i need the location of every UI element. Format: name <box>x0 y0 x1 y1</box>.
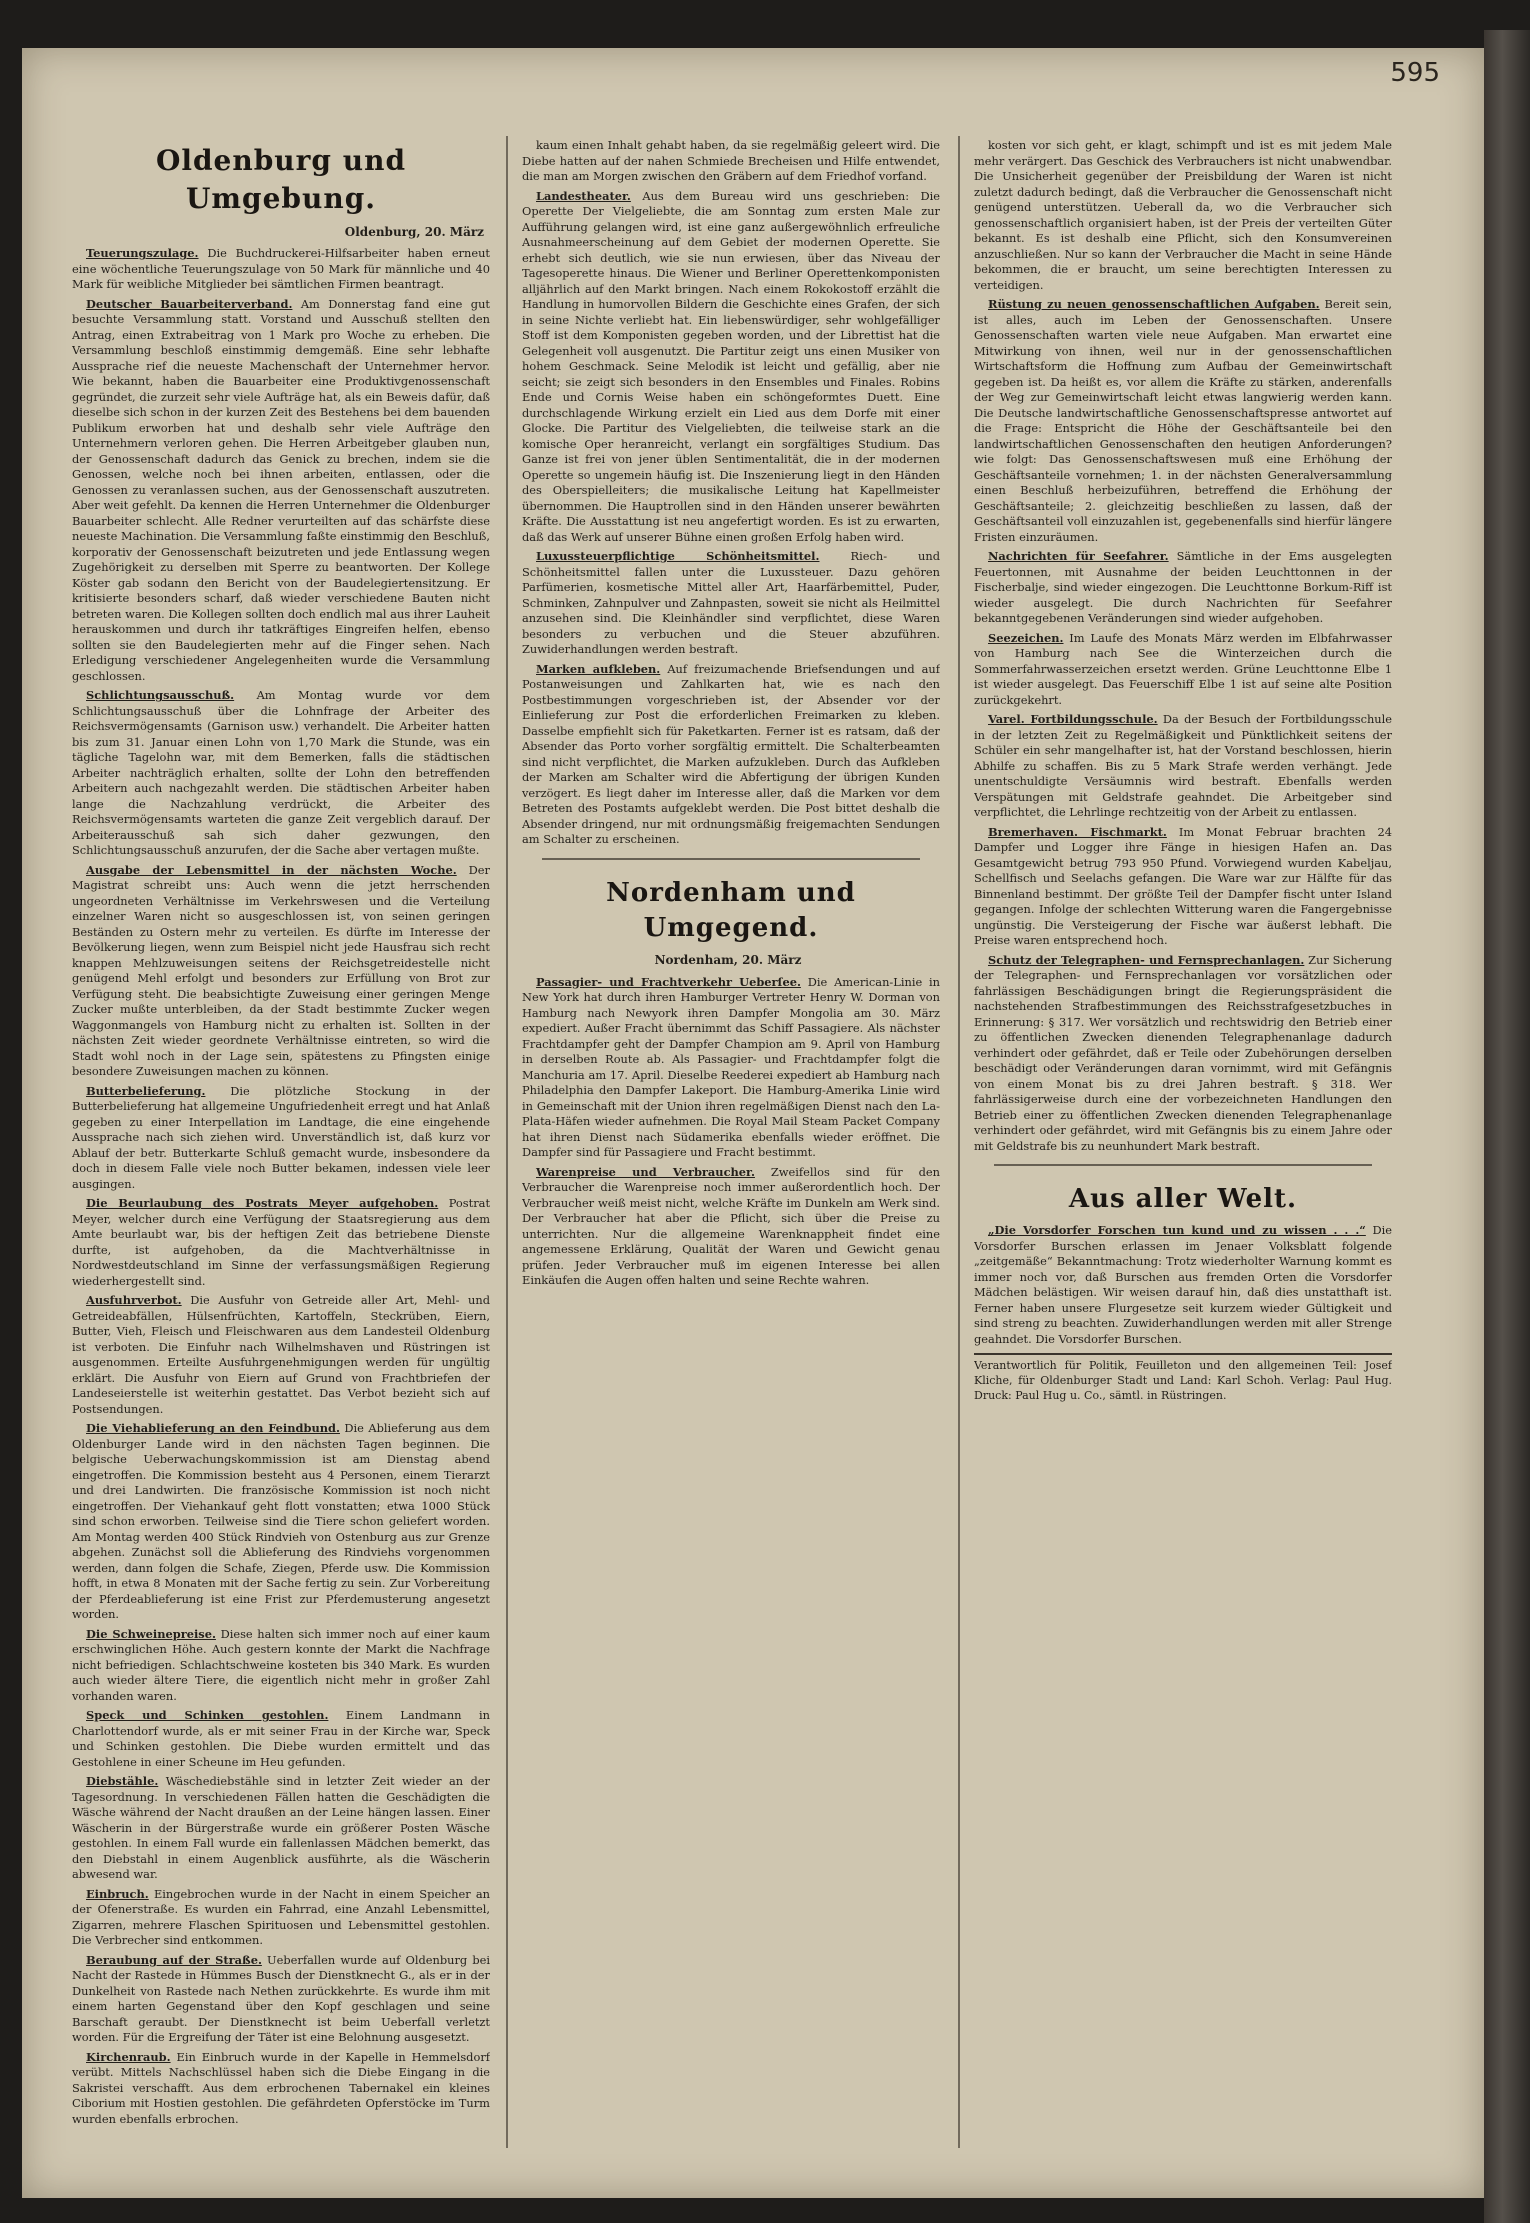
article-lead: Rüstung zu neuen genossenschaftlichen Aufgaben. <box>988 297 1320 311</box>
article-lead: Kirchenraub. <box>86 2049 171 2064</box>
column-rule <box>506 136 508 2148</box>
article-lead: Schutz der Telegraphen- und Fernsprechanlagen. <box>988 952 1305 967</box>
section-headline: Oldenburg und Umgebung. <box>155 144 407 216</box>
article-text: Die plötzliche Stockung in der Butterbelieferung hat allgemeine Ungufriedenheit erregt und hat Anlaß gegeben zu einer Interpellation im Landtage, die eine eingehende Aussprache nach sich ziehen wird. Unverständlich ist, daß kurz vor Ablauf der betr. Butterkarte Schluß gemacht wurde, insbesondere da doch in diesem Falle viele noch Butter bekamen, indessen viele leer ausgingen. <box>72 1083 490 1191</box>
article-paragraph <box>72 1421 490 1623</box>
article-text: Riech- und Schönheitsmittel fallen unter die Luxussteuer. Dazu gehören Parfümerien, kosmetische Mittel aller Art, Haarfärbemittel, Puder, Schminken, Zahnpulver und Zahnpasten, soweit sie nicht als Heilmittel anzusehen sind. Die Kleinhändler sind verpflichtet, diese Waren besonders zu verbuchen und die Steuer abzuführen. Zuwiderhandlungen werden bestraft. <box>522 549 940 656</box>
article-lead: Einbruch. <box>86 1886 149 1901</box>
article-paragraph <box>974 297 1392 545</box>
section-headline: Nordenham und Umgegend. <box>606 877 856 943</box>
column-1-body <box>72 246 490 2127</box>
article-paragraph <box>974 549 1392 627</box>
article-paragraph <box>522 138 940 185</box>
article-lead: Varel. Fortbildungsschule. <box>988 712 1158 726</box>
article-paragraph <box>72 1084 490 1193</box>
dateline: Nordenham, 20. März <box>654 953 802 968</box>
article-text: kaum einen Inhalt gehabt haben, da sie regelmäßig geleert wird. Die Diebe hatten auf der nahen Schmiede Brecheisen und Hilfe entwendet, die man am Morgen zwischen den Gräbern auf dem Friedhof vorfand. <box>522 138 940 183</box>
dateline: Oldenburg, 20. März <box>344 225 484 240</box>
article-text: Diese halten sich immer noch auf einer kaum erschwinglichen Höhe. Auch gestern konnte der Markt die Nachfrage nicht befriedigen. Schlachtschweine kosteten bis 340 Mark. Es wurden auch wieder ältere Tiere, die eigentlich nicht mehr in großer Zahl vorhanden waren. <box>72 1626 490 1703</box>
article-text: kosten vor sich geht, er klagt, schimpft und ist es mit jedem Male mehr verärgert. Das Geschick des Verbrauchers ist nicht unabwendbar. Die Unsicherheit gegenüber der Preisbildung der Waren ist nicht zuletzt dadurch bedingt, daß die Verbraucher die Genossenschaft nicht genügend unterstützen. Ueberall da, wo die Verbraucher sich genossenschaftlich organisiert haben, ist der Preis der verteilten Güter bekannt. Es ist deshalb eine Pflicht, sich den Konsumvereinen anzuschließen. Nur so kann der Verbraucher die Macht in seine Hände bekommen, die er braucht, um seine berechtigten Interessen zu verteidigen. <box>974 138 1392 292</box>
article-text: Am Donnerstag fand eine gut besuchte Versammlung statt. Vorstand und Ausschuß stellten den Antrag, einen Extrabeitrag von 1 Mark pro Woche zu erheben. Die Versammlung beschloß einstimmig demgemäß. Eine sehr lebhafte Aussprache rief die neueste Machenschaft der Unternehmer hervor. Wie bekannt, haben die Bauarbeiter eine Produktivgenossenschaft gegründet, die zurzeit sehr viele Aufträge hat, als ein Beweis dafür, daß dieselbe sich schon in der kurzen Zeit des Bestehens bei dem bauenden Publikum erworben hat und deshalb sehr viele Aufträge den Unternehmern verloren gehen. Die Herren Arbeitgeber glauben nun, der Genossenschaft dadurch das Genick zu brechen, indem sie die Genossen, welche noch bei ihnen arbeiten, entlassen, oder die Genossen zu veranlassen suchen, aus der Genossenschaft auszutreten. Aber weit gefehlt. Da kennen die Herren Unternehmer die Oldenburger Bauarbeiter schlecht. Alle Redner verurteilten auf das schärfste diese neueste Machination. Die Versammlung faßte einstimmig den Beschluß, korporativ der Genossenschaft beizutreten und jede Entlassung wegen Zugehörigkeit zu derselben mit Sperre zu beantworten. Der Kollege Köster gab sodann den Bericht von der Baudelegiertensitzung. Er kritisierte besonders scharf, daß wieder verschiedene Bauten nicht betreten waren. Die Kollegen sollten doch endlich mal aus ihrer Lauheit herauskommen und durch ihr tatkräftiges Eingreifen helfen, ebenso sollten sie den Baudelegierten mehr auf die Finger sehen. Nach Erledigung verschiedener Angelegenheiten wurde die Versammlung geschlossen. <box>72 296 490 683</box>
article-text: Da der Besuch der Fortbildungsschule in der letzten Zeit zu Regelmäßigkeit und Pünktlichkeit seitens der Schüler ein sehr mangelhafter ist, hat der Vorstand beschlossen, hierin Abhilfe zu schaffen. Bis zu 5 Mark Strafe werden verhängt. Jede unentschuldigte Versäumnis wird bestraft. Ebenfalls werden Verspätungen mit Geldstrafe geahndet. Die Arbeitgeber sind verpflichtet, die Lehrlinge rechtzeitig von der Arbeit zu entlassen. <box>974 712 1392 819</box>
article-lead: Die Beurlaubung des Postrats Meyer aufgehoben. <box>86 1196 439 1211</box>
article-paragraph <box>974 825 1392 949</box>
article-text: Die Ablieferung aus dem Oldenburger Lande wird in den nächsten Tagen beginnen. Die belgische Ueberwachungskommission ist am Dienstag abend eingetroffen. Die Kommission besteht aus 4 Personen, einem Tierarzt und drei Landwirten. Die französische Kommission ist noch nicht eingetroffen. Der Viehankauf geht flott vonstatten; etwa 1000 Stück sind schon erworben. Teilweise sind die Tiere schon geliefert worden. Am Montag werden 400 Stück Rindvieh von Ostenburg aus zur Grenze abgehen. Zunächst soll die Ablieferung des Rindviehs vorgenommen werden, dann folgen die Schafe, Ziegen, Pferde usw. Die Kommission hofft, in etwa 8 Monaten mit der Sache fertig zu sein. Zur Vorbereitung der Pferdeablieferung ist eine Frist zur Pferdemusterung angesetzt worden. <box>72 1421 490 1622</box>
article-text: Die Vorsdorfer Burschen erlassen im Jenaer Volksblatt folgende „zeitgemäße“ Bekanntmachung: Trotz wiederholter Warnung kommt es immer noch vor, daß Burschen aus fremden Orten die Vorsdorfer Mädchen belästigen. Wir weisen darauf hin, daß dies unstatthaft ist. Ferner haben unsere Flurgesetze seit kurzem wieder Gültigkeit und sind streng zu beachten. Zuwiderhandlungen werden mit aller Strenge geahndet. Die Vorsdorfer Burschen. <box>974 1223 1392 1346</box>
article-paragraph <box>72 246 490 293</box>
article-text: Im Monat Februar brachten 24 Dampfer und Logger ihre Fänge in hiesigen Hafen an. Das Gesamtgewicht betrug 793 950 Pfund. Vorwiegend wurden Kabeljau, Schellfisch und Seelachs gefangen. Die Ware war zur Hälfte für das Binnenland bestimmt. Der größte Teil der Dampfer fischt unter Island gegangen. Infolge der schlechten Witterung waren die Fangergebnisse ungünstig. Die Versteigerung der Fische war äußerst lebhaft. Die Preise waren entsprechend hoch. <box>974 824 1392 947</box>
article-paragraph <box>522 549 940 658</box>
article-paragraph <box>974 1223 1392 1347</box>
article-lead: Schlichtungsausschuß. <box>86 688 235 703</box>
article-lead: Ausgabe der Lebensmittel in der nächsten Woche. <box>86 862 457 877</box>
article-paragraph <box>72 1708 490 1770</box>
article-text: Einem Landmann in Charlottendorf wurde, als er mit seiner Frau in der Kirche war, Speck und Schinken gestohlen. Die Diebe wurden ermittelt und das Gestohlene in einer Scheune im Heu gefunden. <box>72 1708 490 1769</box>
article-paragraph <box>974 631 1392 709</box>
page-number: 595 <box>1390 58 1440 88</box>
article-text: Im Laufe des Monats März werden im Elbfahrwasser von Hamburg nach See die Winterzeichen durch die Sommerfahrwasserzeichen ersetzt werden. Grüne Leuchttonne Elbe 1 ist wieder ausgelegt. Das Feuerschiff Elbe 1 ist auf seine alte Position zurückgekehrt. <box>974 630 1392 707</box>
article-lead: Die Schweinepreise. <box>86 1626 216 1641</box>
article-text: Postrat Meyer, welcher durch eine Verfügung der Staatsregierung aus dem Amte beurlaubt war, bis der heftigen Zeit das betriebene Dienste durfte, ist aufgehoben, da die Machtverhältnisse in Nordwestdeutschland im Sinne der verfassungsmäßigen Regierung wiederhergestellt sind. <box>72 1196 490 1288</box>
article-text: Die American-Linie in New York hat durch ihren Hamburger Vertreter Henry W. Dorman von Hamburg nach Newyork ihren Dampfer Mongolia am 30. März expediert. Außer Fracht übernimmt das Schiff Passagiere. Als nächster Frachtdampfer geht der Dampfer Champion am 9. April von Hamburg in derselben Route ab. Als Passagier- und Frachtdampfer folgt die Manchuria am 17. April. Dieselbe Reederei expediert ab Hamburg nach Philadelphia den Dampfer Lakeport. Die Hamburg-Amerika Linie wird in Gemeinschaft mit der Union ihren regelmäßigen Dienst nach den La-Plata-Häfen wieder aufnehmen. Die Royal Mail Steam Packet Company hat ihren Dienst nach Südamerika ebenfalls wieder eröffnet. Die Dampfer sind für Passagiere und Fracht bestimmt. <box>522 974 940 1160</box>
article-lead: Passagier- und Frachtverkehr Ueberſee. <box>536 974 801 989</box>
article-paragraph <box>72 688 490 859</box>
article-paragraph <box>72 1953 490 2046</box>
article-text: Zur Sicherung der Telegraphen- und Fernsprechanlagen vor vorsätzlichen oder fahrlässigen Beschädigungen bringt die Regierungspräsident die nachstehenden Strafbestimmungen des Reichsstrafgesetzbuches in Erinnerung: § 317. Wer vorsätzlich und rechtswidrig den Betrieb einer zu öffentlichen Zwecken dienenden Telegraphenanlage dadurch verhindert oder gefährdet, daß er Teile oder Zubehörungen derselben beschädigt oder Veränderungen daran vornimmt, wird mit Gefängnis von einem Monat bis zu drei Jahren bestraft. § 318. Wer fahrlässigerweise durch eine der vorbezeichneten Handlungen den Betrieb einer zu öffentlichen Zwecken dienenden Telegraphenanlage verhindert oder gefährdet, wird mit Gefängnis bis zu einem Jahre oder mit Geldstrafe bis zu neunhundert Mark bestraft. <box>974 952 1392 1153</box>
column-rule <box>958 136 960 2148</box>
article-text: Wäschediebstähle sind in letzter Zeit wieder an der Tagesordnung. In verschiedenen Fällen hatten die Geschädigten die Wäsche während der Nacht draußen an der Leine hängen lassen. Einer Wäscherin in der Bürgerstraße wurde ein größerer Posten Wäsche gestohlen. In einem Fall wurde ein fallenlassen Mädchen bemerkt, das den Diebstahl in einem Augenblick ausführte, als die Wäscherin abwesend war. <box>72 1774 490 1882</box>
article-lead: Seezeichen. <box>988 630 1064 645</box>
article-paragraph <box>522 975 940 1161</box>
article-text: Ueberfallen wurde auf Oldenburg bei Nacht der Rastede in Hümmes Busch der Dienstknecht G., als er in der Dunkelheit von Rastede nach Nethen zurückkehrte. Es wurde ihm mit einem harten Gegenstand über den Kopf geschlagen und seine Barschaft geraubt. Der Dienstknecht ist beim Ueberfall verletzt worden. Für die Ergreifung der Täter ist eine Belohnung ausgesetzt. <box>72 1952 490 2045</box>
article-lead: Bremerhaven. Fischmarkt. <box>988 824 1167 839</box>
article-text: Ein Einbruch wurde in der Kapelle in Hemmelsdorf verübt. Mittels Nachschlüssel haben sich die Diebe Eingang in die Sakristei verschafft. Aus dem erbrochenen Tabernakel ein kleines Ciborium mit Hostien gestohlen. Die gefährdeten Opferstöcke im Turm wurden ebenfalls erbrochen. <box>72 2049 490 2126</box>
article-paragraph <box>522 1165 940 1289</box>
article-text: Sämtliche in der Ems ausgelegten Feuertonnen, mit Ausnahme der beiden Leuchttonnen in der Fischerbalje, sind wieder eingezogen. Die Leuchttonne Borkum-Riff ist wieder ausgelegt. Die durch Nachrichten für Seefahrer bekanntgegebenen Veränderungen sind wieder aufgehoben. <box>974 549 1392 625</box>
article-text: Auf freizumachende Briefsendungen und auf Postanweisungen und Zahlkarten hat, wie es nach den Postbestimmungen vorgeschrieben ist, der Absender vor der Einlieferung zur Post die erforderlichen Freimarken zu kleben. Dasselbe empfiehlt sich für Paketkarten. Ferner ist es ratsam, daß der Absender das Porto vorher sorgfältig ermittelt. Die Schalterbeamten sind nicht verpflichtet, die Marken aufzukleben. Durch das Aufkleben der Marken am Schalter wird die Abfertigung der übrigen Kunden verzögert. Es liegt daher im Interesse aller, daß die Marken vor dem Betreten des Postamts aufgeklebt werden. Die Post bittet deshalb die Absender dringend, nur mit ordnungsmäßig freigemachten Sendungen am Schalter zu erscheinen. <box>522 661 940 846</box>
page-edge <box>1484 30 1530 2223</box>
article-lead: Nachrichten für Seefahrer. <box>988 549 1169 563</box>
article-lead: Luxussteuerpflichtige Schönheitsmittel. <box>536 549 820 563</box>
section-headline: Aus aller Welt. <box>1068 1184 1298 1214</box>
article-lead: Butterbelieferung. <box>86 1083 206 1098</box>
column-2-body-top <box>522 138 940 848</box>
article-lead: Deutscher Bauarbeiterverband. <box>86 296 293 311</box>
section-divider <box>994 1164 1372 1166</box>
article-paragraph <box>72 297 490 685</box>
article-paragraph <box>522 662 940 848</box>
column-2 <box>522 138 940 2158</box>
article-text: Bereit sein, ist alles, auch im Leben der Genossenschaften. Unsere Genossenschaften warten viele neue Aufgaben. Man erwartet eine Mitwirkung von ihnen, weil nur in der genossenschaftlichen Wirtschaftsform die Hoffnung zum Aufbau der Gemeinwirtschaft gegeben ist. Da heißt es, vor allem die Kräfte zu stärken, anderenfalls der Weg zur Gemeinwirtschaft leicht etwas langwierig werden kann. Die Deutsche landwirtschaftliche Genossenschaftspresse antwortet auf die Frage: Entspricht die Höhe der Geschäftsanteile bei den landwirtschaftlichen Genossenschaften den heutigen Anforderungen? wie folgt: Das Genossenschaftswesen muß eine Erhöhung der Geschäftsanteile vornehmen; 1. in der nächsten Generalversammlung einen Beschluß herbeizuführen, betreffend die Erhöhung der Geschäftsanteile; 2. gleichzeitig beschließen zu lassen, daß der Geschäftsanteil voll einzuzahlen ist, gegebenenfalls sind hierfür längere Fristen einzuräumen. <box>974 297 1392 544</box>
article-lead: Diebstähle. <box>86 1774 159 1789</box>
column-3-body-top <box>974 138 1392 1154</box>
article-paragraph <box>974 138 1392 293</box>
article-paragraph <box>72 1774 490 1883</box>
article-paragraph <box>72 2050 490 2128</box>
article-paragraph <box>72 863 490 1080</box>
newspaper-page <box>22 48 1484 2198</box>
article-lead: Speck und Schinken gestohlen. <box>86 1708 329 1723</box>
article-text: Die Ausfuhr von Getreide aller Art, Mehl- und Getreideabfällen, Hülsenfrüchten, Kartoffeln, Steckrüben, Eiern, Butter, Vieh, Fleisch und Fleischwaren aus dem Landesteil Oldenburg ist verboten. Die Einfuhr nach Wilhelmshaven und Rüstringen ist ausgenommen. Erteilte Ausfuhrgenehmigungen werden für ungültig erklärt. Die Ausfuhr von Eiern auf Grund von Frachtbriefen der Landeseierstelle ist weiterhin gestattet. Das Verbot bezieht sich auf Postsendungen. <box>72 1293 490 1416</box>
article-text: Die Buchdruckerei-Hilfsarbeiter haben erneut eine wöchentliche Teuerungszulage von 50 Mark für männliche und 40 Mark für weibliche Mitglieder bei sämtlichen Firmen beantragt. <box>72 246 490 292</box>
column-1 <box>72 138 490 2158</box>
section-divider <box>542 858 920 860</box>
column-2-body-bottom <box>522 975 940 1289</box>
article-lead: Marken aufkleben. <box>536 661 661 676</box>
article-lead: Ausfuhrverbot. <box>86 1293 182 1308</box>
article-lead: Landestheater. <box>536 188 631 203</box>
article-lead: „Die Vorsdorfer Forschen tun kund und zu wissen . . .“ <box>988 1223 1366 1238</box>
article-text: Aus dem Bureau wird uns geschrieben: Die Operette Der Vielgeliebte, die am Sonntag zum ersten Male zur Aufführung gelangen wird, ist eine ganz außergewöhnlich erfreuliche Ausnahmeerscheinung auf dem Gebiet der modernen Operette. Sie erhebt sich deutlich, wie sie nun erwiesen, über das Niveau der Tagesoperette hinaus. Die Wiener und Berliner Operettenkomponisten alljährlich auf den Markt bringen. Nach einem Rokokostoff erzählt die Handlung in humorvollen Bildern die Geschichte eines Grafen, der sich in seine Nichte verliebt hat. Ein liebenswürdiger, sehr wohlgefälliger Stoff ist dem Komponisten gegeben worden, und der Librettist hat die Gelegenheit voll ausgenutzt. Die Partitur zeigt uns einen Musiker von hohem Geschmack. Seine Melodik ist leicht und gefällig, aber nie seicht; sie zeigt sich besonders in den Ensembles und Finales. Robins Ende und Cornis Weise haben ein schöngeformtes Duett. Eine durchschlagende Wirkung erzielt ein Lied aus dem Dorfe mit einer Glocke. Die Partitur des Vielgeliebten, die teilweise stark an die komische Oper heranreicht, verlangt ein sorgfältiges Studium. Das Ganze ist frei von jener üblen Sentimentalität, die in der modernen Operette so ungemein häufig ist. Die Inszenierung liegt in den Händen des Oberspielleiters; die musikalische Leitung hat Kapellmeister übernommen. Die Hauptrollen sind in den Händen unserer bewährten Kräfte. Die Ausstattung ist neu angefertigt worden. Es ist zu erwarten, daß das Werk auf unserer Bühne einen großen Erfolg haben wird. <box>522 188 940 544</box>
article-lead: Beraubung auf der Straße. <box>86 1952 262 1967</box>
article-lead: Teuerungszulage. <box>86 246 199 261</box>
article-text: Am Montag wurde vor dem Schlichtungsausschuß über die Lohnfrage der Arbeiter des Reichsvermögensamts (Garnison usw.) verhandelt. Die Arbeiter hatten bis zum 31. Januar einen Lohn von 1,70 Mark die Stunde, was ein tägliche Tagelohn war, mit dem Bemerken, falls die städtischen Arbeiter nachträglich erhalten, sollte der Lohn den betreffenden Arbeitern auch nachgezahlt werden. Die städtischen Arbeiter haben lange die Nachzahlung verdrückt, die Arbeiter des Reichsvermögensamts warteten die ganze Zeit vergeblich darauf. Der Arbeiterausschuß sah sich daher gezwungen, den Schlichtungsausschuß anzurufen, der die Sache aber vertagen mußte. <box>72 688 490 858</box>
article-paragraph <box>72 1196 490 1289</box>
article-paragraph <box>974 712 1392 821</box>
article-text: Der Magistrat schreibt uns: Auch wenn die jetzt herrschenden ungeordneten Verhältnisse im Verkehrswesen und die Verteilung einzelner Waren nicht so ausgeschlossen ist, von seinen geringen Beständen zu Ostern mehr zu verteilen. Es dürfte im Interesse der Bevölkerung liegen, wenn zum Beispiel nicht jede Hausfrau sich recht knappen Mehlzuweisungen seitens der Reichsgetreidestelle nicht genügend Mehl erfolgt und besonders zur Erfüllung von Brot zur Verfügung steht. Die beabsichtigte Zuweisung einer geringen Menge Zucker mußte unterbleiben, da der Stadt bestimmte Zucker wegen Waggonmangels von Hamburg nicht zu erhalten ist. Sollten in der nächsten Zeit wieder geordnete Verhältnisse eintreten, so wird die Stadt wohl noch in der Lage sein, spätestens zu Pfingsten einige besondere Zuweisungen machen zu können. <box>72 862 490 1079</box>
article-paragraph <box>522 189 940 546</box>
article-text: Zweifellos sind für den Verbraucher die Warenpreise noch immer außerordentlich hoch. Der Verbraucher weiß meist nicht, welche Kräfte im Dunkeln am Werk sind. Der Verbraucher hat aber die Pflicht, sich über die Preise zu unterrichten. Nur die allgemeine Warenknappheit findet eine angemessene Erklärung, Qualität der Waren und Gewicht genau prüfen. Jeder Verbraucher muß im eigenen Interesse bei allen Einkäufen die Augen offen halten und seine Rechte wahren. <box>522 1164 940 1288</box>
article-lead: Warenpreise und Verbraucher. <box>536 1164 755 1179</box>
article-paragraph <box>72 1627 490 1705</box>
article-lead: Die Viehablieferung an den Feindbund. <box>86 1421 340 1436</box>
article-text: Eingebrochen wurde in der Nacht in einem Speicher an der Ofenerstraße. Es wurden ein Fahrrad, eine Anzahl Lebensmittel, Zigarren, mehrere Flaschen Spirituosen und Lebensmittel gestohlen. Die Verbrecher sind entkommen. <box>72 1886 490 1948</box>
article-paragraph <box>72 1887 490 1949</box>
article-paragraph <box>72 1293 490 1417</box>
article-paragraph <box>974 953 1392 1155</box>
imprint: Verantwortlich für Politik, Feuilleton und den allgemeinen Teil: Josef Kliche, für Oldenburger Stadt und Land: Karl Schoh. Verlag: Paul Hug. Druck: Paul Hug u. Co., sämtl. in Rüstringen. <box>974 1353 1392 1404</box>
column-3-body-bottom <box>974 1223 1392 1347</box>
column-3 <box>974 138 1392 2158</box>
